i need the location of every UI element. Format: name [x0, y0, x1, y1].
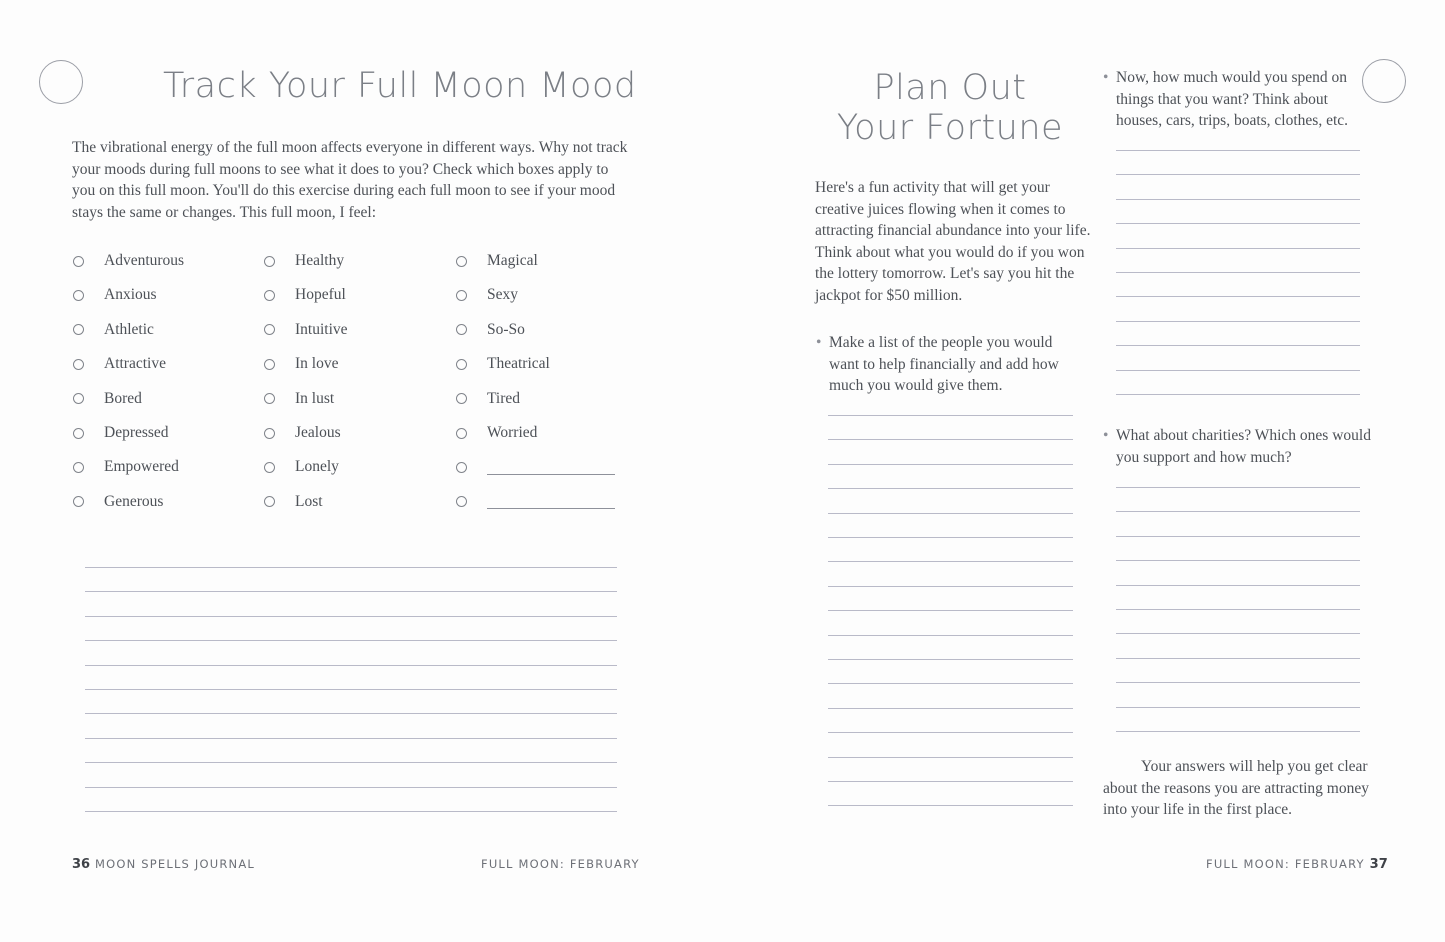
- page-number-left: 36: [72, 857, 91, 872]
- bullet-icon: •: [1103, 427, 1109, 444]
- moon-circle-icon: [1362, 59, 1406, 103]
- write-in-line[interactable]: [487, 494, 615, 509]
- writing-line[interactable]: [1116, 487, 1360, 488]
- writing-line[interactable]: [828, 757, 1073, 758]
- radio-circle-icon[interactable]: [73, 359, 84, 370]
- mood-option[interactable]: [456, 320, 525, 340]
- radio-circle-icon[interactable]: [264, 324, 275, 335]
- radio-circle-icon[interactable]: [456, 496, 467, 507]
- writing-line[interactable]: [828, 513, 1073, 514]
- writing-line[interactable]: [85, 762, 617, 763]
- mood-label: Lonely: [295, 458, 339, 476]
- writing-line[interactable]: [1116, 150, 1360, 151]
- mood-option[interactable]: [264, 320, 348, 340]
- radio-circle-icon[interactable]: [73, 393, 84, 404]
- mood-label: Sexy: [487, 286, 518, 304]
- prompt-charities: [1103, 425, 1378, 468]
- mood-option[interactable]: [264, 285, 346, 305]
- mood-option[interactable]: [73, 423, 169, 443]
- writing-line[interactable]: [828, 805, 1073, 806]
- writing-line[interactable]: [1116, 682, 1360, 683]
- mood-label: Worried: [487, 424, 538, 441]
- radio-circle-icon[interactable]: [264, 496, 275, 507]
- mood-option-blank[interactable]: [456, 492, 615, 512]
- mood-option[interactable]: [456, 285, 518, 305]
- mood-option[interactable]: [264, 389, 334, 409]
- footer-left: [72, 857, 255, 872]
- writing-line[interactable]: [85, 616, 617, 617]
- writing-line[interactable]: [1116, 321, 1360, 322]
- writing-line[interactable]: [828, 586, 1073, 587]
- mood-label: Athletic: [104, 320, 154, 338]
- prompt-spend: [1103, 67, 1361, 132]
- mood-option[interactable]: [456, 423, 537, 443]
- radio-circle-icon[interactable]: [264, 428, 275, 439]
- prompt-people-text: Make a list of the people you would want to help financially and add how much you would give them.: [829, 334, 1059, 395]
- page-title-left: Track Your Full Moon Mood: [163, 66, 637, 106]
- writing-line[interactable]: [1116, 707, 1360, 708]
- writing-line[interactable]: [1116, 199, 1360, 200]
- mood-option[interactable]: [73, 320, 154, 340]
- radio-circle-icon[interactable]: [73, 256, 84, 267]
- mood-label: Tired: [487, 389, 521, 407]
- bullet-icon: •: [816, 334, 822, 351]
- writing-line[interactable]: [1116, 296, 1360, 297]
- radio-circle-icon[interactable]: [73, 290, 84, 301]
- writing-line[interactable]: [85, 713, 617, 714]
- writing-line[interactable]: [1116, 609, 1360, 610]
- radio-circle-icon[interactable]: [73, 462, 84, 473]
- mood-option[interactable]: [73, 354, 166, 374]
- page-number-right: 37: [1369, 857, 1388, 872]
- writing-line[interactable]: [1116, 731, 1360, 732]
- mood-option[interactable]: [264, 423, 341, 443]
- bullet-icon: •: [1103, 69, 1109, 86]
- writing-line[interactable]: [828, 610, 1073, 611]
- radio-circle-icon[interactable]: [456, 256, 467, 267]
- radio-circle-icon[interactable]: [264, 393, 275, 404]
- writing-line[interactable]: [828, 708, 1073, 709]
- title-line-2: Your Fortune: [836, 108, 1064, 148]
- writing-line[interactable]: [1116, 511, 1360, 512]
- mood-option[interactable]: [456, 389, 520, 409]
- radio-circle-icon[interactable]: [264, 256, 275, 267]
- writing-line[interactable]: [85, 787, 617, 788]
- closing-paragraph: Your answers will help you get clear about the reasons you are attracting money into your life in the first place.: [1103, 758, 1369, 819]
- write-in-line[interactable]: [487, 460, 615, 475]
- mood-option[interactable]: [73, 251, 184, 271]
- writing-line[interactable]: [1116, 174, 1360, 175]
- writing-line[interactable]: [1116, 370, 1360, 371]
- mood-label: Healthy: [295, 252, 345, 269]
- radio-circle-icon[interactable]: [456, 359, 467, 370]
- radio-circle-icon[interactable]: [73, 324, 84, 335]
- writing-line[interactable]: [828, 537, 1073, 538]
- mood-label: Hopeful: [295, 286, 346, 304]
- radio-circle-icon[interactable]: [456, 428, 467, 439]
- radio-circle-icon[interactable]: [456, 290, 467, 301]
- mood-label: Anxious: [104, 286, 157, 304]
- writing-line[interactable]: [1116, 560, 1360, 561]
- mood-option[interactable]: [73, 492, 163, 512]
- writing-line[interactable]: [1116, 272, 1360, 273]
- writing-line[interactable]: [1116, 248, 1360, 249]
- writing-line[interactable]: [828, 732, 1073, 733]
- page-title-right: [830, 68, 1070, 148]
- writing-line[interactable]: [1116, 658, 1360, 659]
- prompt-charities-text: What about charities? Which ones would you support and how much?: [1116, 427, 1371, 466]
- writing-line[interactable]: [85, 738, 617, 739]
- writing-line[interactable]: [1116, 223, 1360, 224]
- mood-label: In lust: [295, 389, 335, 407]
- writing-line[interactable]: [85, 665, 617, 666]
- footer-right: [1206, 857, 1388, 872]
- writing-line[interactable]: [85, 640, 617, 641]
- writing-line[interactable]: [1116, 633, 1360, 634]
- mood-label: In love: [295, 355, 339, 373]
- mood-option[interactable]: [264, 354, 338, 374]
- mood-option-blank[interactable]: [456, 457, 615, 477]
- writing-line[interactable]: [85, 689, 617, 690]
- writing-line[interactable]: [85, 591, 617, 592]
- writing-line[interactable]: [1116, 394, 1360, 395]
- footer-section-right: FULL MOON: FEBRUARY: [1206, 857, 1365, 871]
- mood-label: Jealous: [295, 424, 341, 441]
- footer-book-title: MOON SPELLS JOURNAL: [94, 857, 256, 871]
- mood-label: Theatrical: [487, 355, 550, 373]
- mood-option[interactable]: [264, 457, 339, 477]
- radio-circle-icon[interactable]: [456, 324, 467, 335]
- mood-option[interactable]: [456, 354, 550, 374]
- mood-option[interactable]: [264, 251, 344, 271]
- mood-option[interactable]: [264, 492, 323, 512]
- radio-circle-icon[interactable]: [456, 393, 467, 404]
- radio-circle-icon[interactable]: [73, 428, 84, 439]
- writing-line[interactable]: [828, 659, 1073, 660]
- mood-label: Attractive: [104, 355, 166, 373]
- radio-circle-icon[interactable]: [264, 290, 275, 301]
- writing-line[interactable]: [828, 635, 1073, 636]
- mood-label: Depressed: [104, 424, 169, 441]
- mood-label: Bored: [104, 389, 142, 407]
- mood-label: Generous: [104, 492, 164, 510]
- writing-line[interactable]: [828, 683, 1073, 684]
- writing-line[interactable]: [828, 464, 1073, 465]
- mood-label: Lost: [295, 492, 323, 510]
- mood-label: Empowered: [104, 458, 179, 476]
- left-intro-paragraph: The vibrational energy of the full moon affects everyone in different ways. Why not track your moods during full moons to see what it does to you? Check which boxes apply to you on this full moon. You'll do this exercise during each full moon to see if your mood stays the same or changes. This full moon, I feel:: [72, 139, 628, 221]
- writing-line[interactable]: [828, 781, 1073, 782]
- writing-line[interactable]: [1116, 536, 1360, 537]
- writing-line[interactable]: [85, 811, 617, 812]
- writing-line[interactable]: [1116, 585, 1360, 586]
- radio-circle-icon[interactable]: [456, 462, 467, 473]
- mood-label: Magical: [487, 252, 538, 269]
- mood-option[interactable]: [73, 389, 142, 409]
- footer-section-left: FULL MOON: FEBRUARY: [481, 857, 640, 871]
- title-line-1: Plan Out: [873, 68, 1027, 108]
- writing-line[interactable]: [828, 415, 1073, 416]
- prompt-spend-text: Now, how much would you spend on things that you want? Think about houses, cars, trips, boats, clothes, etc.: [1116, 69, 1349, 130]
- radio-circle-icon[interactable]: [264, 359, 275, 370]
- prompt-people: [816, 332, 1074, 397]
- mood-option[interactable]: [73, 457, 179, 477]
- writing-line[interactable]: [828, 488, 1073, 489]
- right-intro-paragraph: Here's a fun activity that will get your creative juices flowing when it comes to attracting financial abundance into your life. Think about what you would do if you won the lottery tomorrow. Let's say you hit the jackpot for $50 million.: [815, 179, 1091, 304]
- writing-line[interactable]: [828, 561, 1073, 562]
- mood-label: So-So: [487, 320, 525, 338]
- mood-option[interactable]: [456, 251, 538, 271]
- writing-line[interactable]: [828, 439, 1073, 440]
- moon-circle-icon: [39, 60, 83, 104]
- mood-label: Adventurous: [104, 252, 185, 269]
- radio-circle-icon[interactable]: [264, 462, 275, 473]
- writing-line[interactable]: [1116, 345, 1360, 346]
- mood-label: Intuitive: [295, 320, 348, 338]
- writing-line[interactable]: [85, 567, 617, 568]
- radio-circle-icon[interactable]: [73, 496, 84, 507]
- mood-option[interactable]: [73, 285, 157, 305]
